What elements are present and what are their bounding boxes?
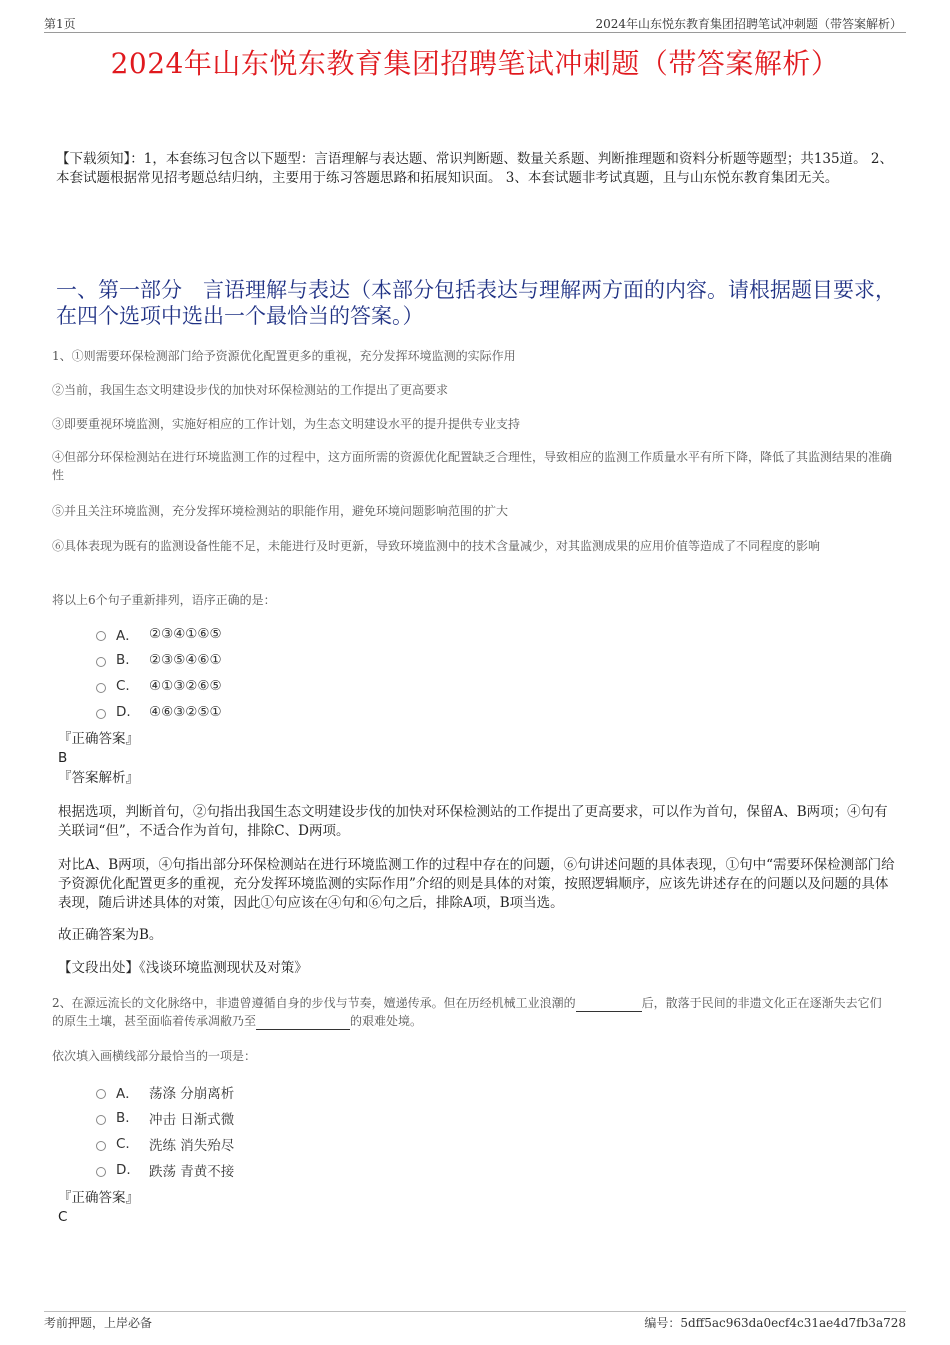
q1-conclusion: 故正确答案为B。 (58, 927, 163, 943)
option-letter: D. (116, 704, 131, 720)
q1-sentence-5: ⑤并且关注环境监测，充分发挥环境检测站的职能作用，避免环境问题影响范围的扩大 (52, 504, 509, 518)
q1-source: 【文段出处】《浅谈环境监测现状及对策》 (58, 960, 308, 976)
q2-stem-part-b: 后，散落于民间的非遗文化正在逐渐失去它们的原生土壤，甚至面临着传承凋敝乃至 (52, 996, 882, 1028)
q1-sentence-4: ④但部分环保检测站在进行环境监测工作的过程中，这方面所需的资源优化配置缺乏合理性，导致相应的监测工作质量水平有所下降，降低了其监测结果的准确性 (52, 450, 893, 482)
radio-button-icon[interactable] (96, 1115, 106, 1125)
q2-answer: C (58, 1209, 68, 1225)
footer-doc-id: 编号：5dff5ac963da0ecf4c31ae4d7fb3a728 (644, 1316, 906, 1330)
q2-answer-label: 『正确答案』 (58, 1190, 139, 1206)
option-letter: A． (116, 1086, 139, 1102)
page-number: 第1页 (44, 17, 76, 31)
q1-option-a[interactable] (96, 621, 222, 647)
header-divider (44, 32, 906, 33)
radio-button-icon[interactable] (96, 1141, 106, 1151)
q1-analysis-1: 根据选项，判断首句，②句指出我国生态文明建设步伐的加快对环保检测站的工作提出了更高要求，可以作为首句，保留A、B两项；④句有关联词“但”，不适合作为首句，排除C、D两项。 (58, 804, 888, 839)
option-letter: C. (116, 678, 130, 694)
option-letter: C. (116, 1136, 130, 1152)
q2-stem (52, 994, 892, 1030)
section-title: 一、第一部分 言语理解与表达（本部分包括表达与理解两方面的内容。请根据题目要求，在四个选项中选出一个最恰当的答案。） (56, 278, 896, 328)
radio-button-icon[interactable] (96, 631, 106, 641)
q1-analysis-2: 对比A、B两项，④句指出部分环保检测站在进行环境监测工作的过程中存在的问题，⑥句讲述问题的具体表现，①句中“需要环保检测部门给予资源优化配置更多的重视，充分发挥环境监测的实际作用”介绍的则是具体的对策，按照逻辑顺序，应该先讲述存在的问题以及问题的具体表现，随后讲述具体的对策，因此①句应该在④句和⑥句之后，排除A项，B项当选。 (58, 857, 895, 911)
download-notice: 【下载须知】：1，本套练习包含以下题型：言语理解与表达题、常识判断题、数量关系题、判断推理题和资料分析题等题型；共135道。 2、本套试题根据常见招考题总结归纳，主要用于练习答题思路和拓展知识面。 3、本套试题非考试真题，且与山东悦东教育集团无关。 (56, 151, 893, 186)
radio-button-icon[interactable] (96, 1167, 106, 1177)
q1-sentence-2: ②当前，我国生态文明建设步伐的加快对环保检测站的工作提出了更高要求 (52, 383, 449, 397)
q1-sentence-6: ⑥具体表现为既有的监测设备性能不足，未能进行及时更新，导致环境监测中的技术含量减少，对其监测成果的应用价值等造成了不同程度的影响 (52, 539, 821, 553)
option-text: 冲击 日渐式微 (149, 1112, 235, 1128)
option-text: 洗练 消失殆尽 (149, 1138, 235, 1154)
q1-option-c[interactable] (96, 673, 222, 699)
option-letter: A． (116, 628, 139, 644)
footer-slogan: 考前押题，上岸必备 (44, 1316, 153, 1330)
q1-options (96, 621, 222, 725)
q2-option-a[interactable] (96, 1079, 234, 1105)
option-letter: B. (116, 1110, 130, 1126)
q1-answer: B (58, 750, 68, 766)
q2-option-b[interactable] (96, 1105, 234, 1131)
option-text: ②③④①⑥⑤ (149, 626, 222, 642)
radio-button-icon[interactable] (96, 657, 106, 667)
option-text: ②③⑤④⑥① (149, 652, 222, 668)
option-text: 荡涤 分崩离析 (149, 1086, 235, 1102)
q1-option-b[interactable] (96, 647, 222, 673)
q1-sentence-1: 1、①则需要环保检测部门给予资源优化配置更多的重视，充分发挥环境监测的实际作用 (52, 349, 516, 363)
fill-blank-1 (576, 998, 642, 1012)
q2-prompt: 依次填入画横线部分最恰当的一项是： (52, 1049, 257, 1063)
header-doc-title: 2024年山东悦东教育集团招聘笔试冲刺题（带答案解析） (595, 17, 902, 31)
radio-button-icon[interactable] (96, 709, 106, 719)
q1-prompt: 将以上6个句子重新排列，语序正确的是： (52, 593, 276, 607)
q2-stem-part-a: 2、在源远流长的文化脉络中，非遗曾遵循自身的步伐与节奏，嬗递传承。但在历经机械工业浪潮的 (52, 996, 576, 1010)
q2-option-d[interactable] (96, 1157, 234, 1183)
option-text: ④⑥③②⑤① (149, 704, 222, 720)
q2-options (96, 1079, 234, 1183)
q2-option-c[interactable] (96, 1131, 234, 1157)
footer-divider (44, 1311, 906, 1312)
fill-blank-2 (256, 1016, 350, 1030)
q1-sentence-3: ③即要重视环境监测，实施好相应的工作计划，为生态文明建设水平的提升提供专业支持 (52, 417, 521, 431)
option-text: 跌荡 青黄不接 (149, 1164, 235, 1180)
document-title: 2024年山东悦东教育集团招聘笔试冲刺题（带答案解析） (110, 47, 840, 80)
q1-analysis-label: 『答案解析』 (58, 770, 139, 786)
q1-option-d[interactable] (96, 699, 222, 725)
q1-answer-label: 『正确答案』 (58, 731, 139, 747)
option-text: ④①③②⑥⑤ (149, 678, 222, 694)
radio-button-icon[interactable] (96, 683, 106, 693)
option-letter: B. (116, 652, 130, 668)
radio-button-icon[interactable] (96, 1089, 106, 1099)
q2-stem-part-c: 的艰难处境。 (350, 1014, 423, 1028)
option-letter: D. (116, 1162, 131, 1178)
